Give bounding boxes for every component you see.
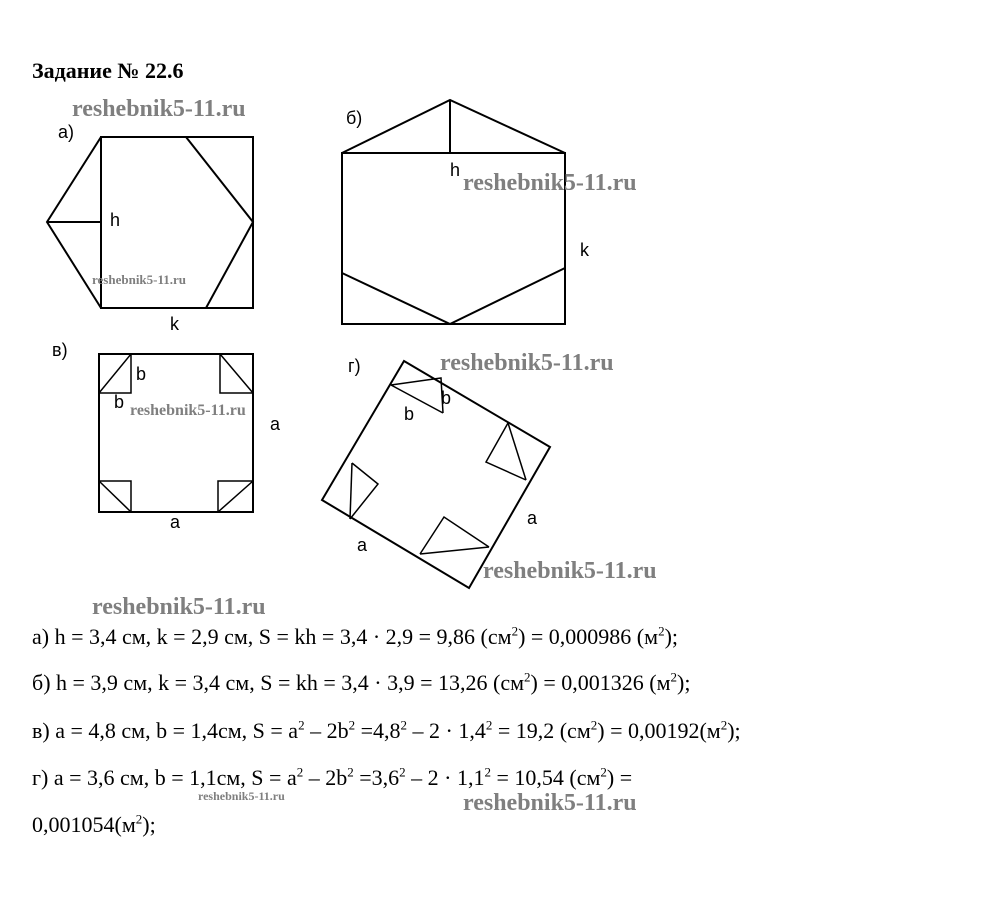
figure-a-h-label: h [110,210,121,230]
watermark: reshebnik5-11.ru [198,789,285,803]
figure-g-letter: г) [348,356,361,376]
figure-v-letter: в) [52,340,68,360]
figure-b-h-label: h [450,160,461,180]
figure-v-a-label-bottom: a [170,512,181,532]
figure-a-k-label: k [170,314,179,334]
watermark: reshebnik5-11.ru [92,272,187,287]
figure-b-bottom-cut [342,268,565,324]
watermark: reshebnik5-11.ru [72,96,246,122]
watermark: reshebnik5-11.ru [130,402,246,419]
watermark: reshebnik5-11.ru [483,558,657,584]
figure-g-a-label-left: a [357,535,368,555]
solution-v: в) a = 4,8 см, b = 1,4см, $S = a^2 - 2b^2 =4,8^2 - 2 \cdot 1,4^2 = 19,2$ $(см^2) = 0,00192(м^2)$; [32,717,741,743]
watermark: reshebnik5-11.ru [92,594,266,620]
figure-g [322,356,550,588]
figure-b-k-label: k [580,240,589,260]
solution-g-continued: $0,001054(м^2)$; [32,811,156,837]
figure-g-corner-left [350,463,378,519]
figure-a-right-cut [186,137,253,308]
figure-v-a-label-side: a [270,414,281,434]
figure-v-b-label-1: b [136,364,147,384]
figure-g-corner-top [391,378,443,413]
watermark: reshebnik5-11.ru [463,790,637,816]
figure-g-corner-right [486,423,526,480]
figure-a [47,122,253,334]
figure-g-b-label-2: b [441,388,452,408]
figure-v [52,340,281,532]
figure-g-b-label-1: b [404,404,415,424]
figure-b [342,100,590,324]
watermark: reshebnik5-11.ru [463,170,637,196]
solution-a: а) h = 3,4 см, k = 2,9 см, S = kh = 3,4 · 2,9 = 9,86 $(см^2) = 0,000986$ $(м^2)$; [32,623,679,649]
figure-b-letter: б) [346,108,363,128]
solution-b: б) h = 3,9 см, k = 3,4 см, S = kh = 3,4 · 3,9 = 13,26 $(см^2) = 0,001326$ $(м^2)$; [32,669,691,695]
figure-v-b-label-2: b [114,392,125,412]
watermark: reshebnik5-11.ru [440,350,614,376]
figure-b-top-triangle [342,100,565,153]
figure-v-square [99,354,253,512]
solution-g: г) a = 3,6 см, b = 1,1см, $S = a^2 - 2b^2 =3,6^2 - 2 \cdot 1,1^2 = 10,54$ $(см^2)$ = [32,764,633,790]
figure-a-letter: а) [58,122,75,142]
figure-g-a-label-right: a [527,508,538,528]
task-title: Задание № 22.6 [32,58,184,83]
